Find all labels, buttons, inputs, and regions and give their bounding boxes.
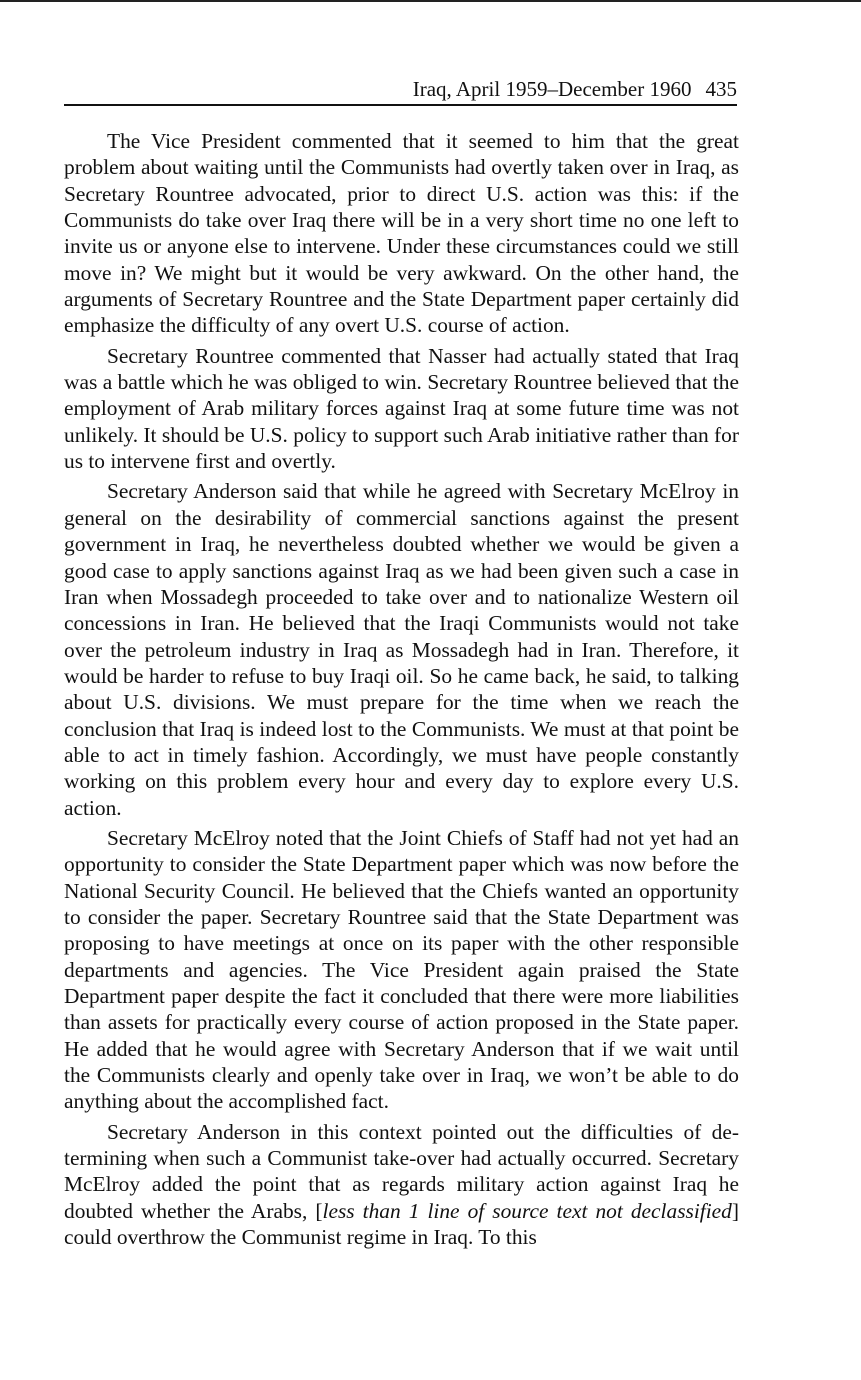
page-body xyxy=(64,128,739,1254)
paragraph xyxy=(64,1119,739,1251)
page-number: 435 xyxy=(705,77,737,101)
paragraph: The Vice President commented that it seemed to him that the great problem about waiting until the Communists had overtly taken over in Iraq, as Secretary Rountree advocated, prior to direct U.S. action was this: if the Communists do take over Iraq there will be in a very short time no one left to invite us or anyone else to intervene. Under these circumstances could we still move in? We might but it would be very awkward. On the other hand, the arguments of Secretary Rountree and the State Department paper certainly did emphasize the difficulty of any overt U.S. course of action. xyxy=(64,129,739,338)
running-header xyxy=(64,76,737,106)
editorial-note: less than 1 line of source text not declassified xyxy=(322,1198,732,1223)
paragraph-text: Secretary Anderson in this context pointed out the difficulties of determining when such a Communist take-over had actually occurred. Secretary McElroy added the point that as regards military action against Iraq he doubted whether the Arabs, [ xyxy=(64,1119,739,1223)
paragraph-text: ] could overthrow the Communist regime in Iraq. To this xyxy=(64,1198,739,1250)
paragraph: Secretary McElroy noted that the Joint Chiefs of Staff had not yet had an opportunity to consider the State Department paper which was now before the National Security Council. He believed that the Chiefs wanted an opportunity to consider the paper. Secretary Rountree said that the State Department was proposing to have meetings at once on its paper with the other responsible departments and agencies. The Vice President again praised the State Department paper despite the fact it concluded that there were more liabilities than assets for practically every course of action proposed in the State paper. He added that he would agree with Secretary Anderson that if we wait until the Communists clearly and openly take over in Iraq, we won’t be able to do anything about the accomplished fact. xyxy=(64,825,739,1114)
page-top-edge xyxy=(0,0,861,2)
running-title: Iraq, April 1959–December 1960 xyxy=(412,77,692,101)
paragraph: Secretary Anderson said that while he agreed with Secretary McElroy in general on the desirability of commercial sanctions against the present government in Iraq, he nevertheless doubted whether we would be given a good case to apply sanctions against Iraq as we had been given such a case in Iran when Mossadegh proceeded to take over and to nationalize Western oil concessions in Iran. He believed that the Iraqi Communists would not take over the petroleum industry in Iraq as Mossadegh had in Iran. Therefore, it would be harder to refuse to buy Iraqi oil. So he came back, he said, to talking about U.S. divisions. We must prepare for the time when we reach the conclusion that Iraq is indeed lost to the Communists. We must at that point be able to act in timely fashion. Accordingly, we must have people constantly working on this problem every hour and every day to explore every U.S. action. xyxy=(64,479,739,820)
paragraph: Secretary Rountree commented that Nasser had actually stated that Iraq was a battle which he was obliged to win. Secretary Rountree believed that the employment of Arab military forces against Iraq at some future time was not unlikely. It should be U.S. policy to support such Arab initiative rather than for us to intervene first and overtly. xyxy=(64,343,739,474)
